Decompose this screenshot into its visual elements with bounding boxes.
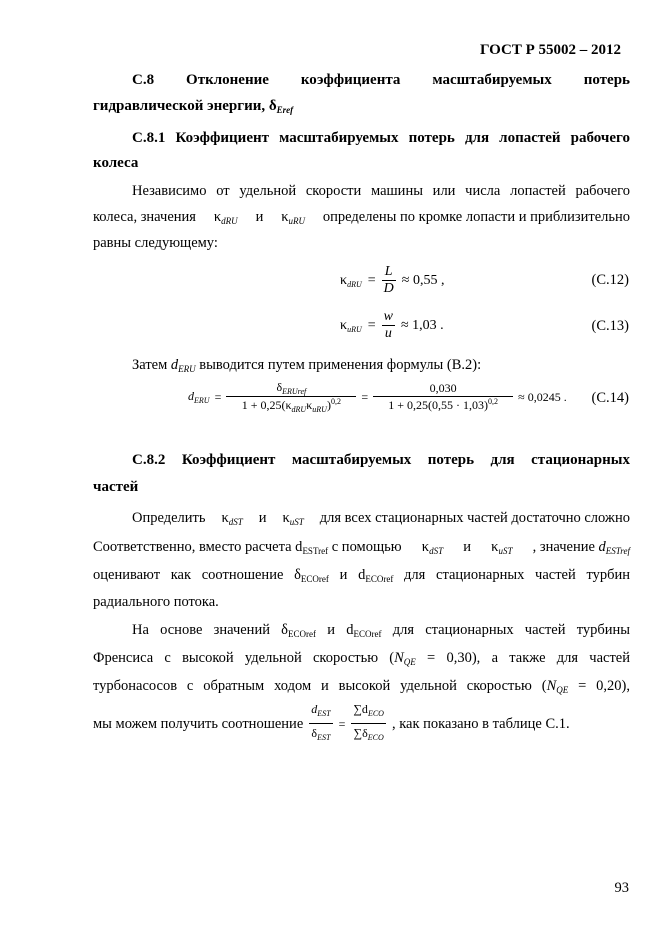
paragraph-line <box>93 538 630 560</box>
title-word: коэффициента <box>300 72 401 88</box>
numerator <box>226 380 356 397</box>
text: турбонасосов с обратным ходом и высокой удельной скоростью ( <box>93 678 547 694</box>
equation-c13 <box>340 309 444 342</box>
equals-sign: = <box>367 317 376 333</box>
variable: d <box>598 539 606 555</box>
numerator: L <box>382 264 396 281</box>
equals-sign: = <box>367 272 376 288</box>
text: оценивают как соотношение δ <box>93 567 301 583</box>
denominator: D <box>383 281 394 296</box>
sum-expression: ∑δ <box>353 726 368 740</box>
equation-number: (С.14) <box>591 390 629 406</box>
text: выводится путем применения формулы (В.2): <box>195 357 482 373</box>
paragraph-line <box>132 509 630 531</box>
subscript: ECO <box>367 733 384 742</box>
subscript: dRU <box>347 279 362 289</box>
numerator <box>309 700 332 724</box>
text: 1 + 0,25(0,55 · 1,03) <box>388 398 488 412</box>
subscript: ERU <box>178 364 196 374</box>
equals-sign: = <box>361 389 369 404</box>
kappa-subscript: dST <box>429 546 444 556</box>
title-word: потерь <box>427 452 475 468</box>
section-c82-title-line2: частей <box>93 479 139 495</box>
equation-number: (С.12) <box>591 272 629 288</box>
subscript: QE <box>556 685 569 695</box>
equation-rhs: ≈ 1,03 . <box>400 317 444 333</box>
variable: N <box>394 650 404 666</box>
subscript: ECOref <box>365 574 394 584</box>
text: и <box>463 539 471 555</box>
subscript: ESTref <box>302 546 329 556</box>
title-word: для <box>490 452 515 468</box>
text: Затем <box>132 357 171 373</box>
title-text: гидравлической энергии, δ <box>93 98 277 114</box>
text: = 0,20), <box>568 678 630 694</box>
page-number: 93 <box>614 880 629 896</box>
section-c81-title-line1 <box>132 130 630 147</box>
delta: δ <box>276 380 283 394</box>
doc-id: ГОСТ Р 55002 – 2012 <box>479 42 621 58</box>
subscript: EST <box>317 709 331 718</box>
subscript: ERUref <box>282 387 307 396</box>
title-word: С.8.2 <box>132 452 166 468</box>
fraction <box>226 380 356 414</box>
variable: d <box>170 357 179 373</box>
text: 1 + 0,25(κ <box>241 398 292 412</box>
subscript: ECOref <box>288 629 317 639</box>
text: с помощью <box>328 539 402 555</box>
kappa-subscript: uST <box>498 546 513 556</box>
paragraph-line: Независимо от удельной скорости машины или числа лопастей рабочего <box>132 183 630 199</box>
denominator <box>309 724 332 747</box>
equation-rhs: ≈ 0,0245 . <box>518 389 567 404</box>
title-word: лопастей <box>499 130 561 146</box>
text: определены по кромке лопасти и приблизительно <box>322 209 630 225</box>
lhs <box>188 389 210 405</box>
delta: δ <box>311 726 318 740</box>
text: Соответственно, вместо расчета d <box>93 539 303 555</box>
text: На основе значений δ <box>132 622 289 638</box>
subscript: dRU <box>291 405 307 414</box>
text: Определить <box>132 510 206 526</box>
subscript: ECO <box>367 709 384 718</box>
kappa-symbol: $\kappa_{dRU}$ <box>213 209 238 226</box>
kappa-subscript: uRU <box>288 216 306 226</box>
variable: N <box>546 678 557 694</box>
section-c8-title-line2 <box>93 98 293 115</box>
fraction <box>382 309 395 342</box>
text: и <box>258 510 267 526</box>
title-subscript: Eref <box>276 105 294 115</box>
section-c82-title-line1 <box>132 452 630 469</box>
title-word: Коэффициент <box>181 452 276 468</box>
title-word: Отклонение <box>186 72 269 88</box>
section-number: С.8 <box>132 72 155 88</box>
subscript: ERU <box>194 396 210 405</box>
numerator: w <box>383 309 393 324</box>
paragraph-line <box>132 356 481 378</box>
subscript: uRU <box>347 324 362 334</box>
kappa-symbol: $\kappa_{dRU}$ <box>340 272 362 289</box>
subscript: EST <box>317 733 331 742</box>
fraction <box>382 264 396 297</box>
text: и d <box>316 622 354 638</box>
subscript: ECOref <box>353 629 382 639</box>
text: мы можем получить соотношение <box>93 715 304 732</box>
text: для всех стационарных частей достаточно сложно <box>319 510 630 526</box>
ratio-fraction <box>309 700 332 747</box>
numerator: 0,030 <box>373 381 513 397</box>
subscript: QE <box>403 657 416 667</box>
kappa-subscript: dST <box>228 517 243 527</box>
title-word: для <box>464 130 490 146</box>
title-word: потерь <box>583 72 630 88</box>
text: κ <box>306 398 313 412</box>
kappa-symbol: $\kappa_{uST}$ <box>491 539 513 556</box>
kappa-symbol: $\kappa_{dST}$ <box>421 539 444 556</box>
subscript: uRU <box>312 405 327 414</box>
document-header <box>480 42 621 59</box>
title-word: масштабируемых <box>291 452 412 468</box>
paragraph-line <box>93 677 630 699</box>
title-word: потерь <box>408 130 455 146</box>
paragraph-line: равны следующему: <box>93 235 218 251</box>
title-word: стационарных <box>531 452 630 468</box>
text: , значение <box>532 539 599 555</box>
denominator: u <box>384 326 392 341</box>
exponent: 0,2 <box>488 397 498 406</box>
paragraph-line <box>93 566 630 588</box>
denominator <box>351 724 386 747</box>
text: и <box>255 209 264 225</box>
exponent: 0,2 <box>330 397 341 406</box>
equals-sign: = <box>214 389 222 404</box>
denominator <box>226 397 356 414</box>
variable: d <box>188 389 194 403</box>
title-word: масштабируемых <box>279 130 399 146</box>
sum-fraction <box>351 700 386 747</box>
numerator <box>351 700 386 724</box>
kappa-symbol: $\kappa_{uST}$ <box>282 510 304 527</box>
title-word: С.8.1 <box>132 130 166 146</box>
subscript: ECOref <box>300 574 329 584</box>
equation-rhs: ≈ 0,55 , <box>401 272 445 288</box>
paragraph-line <box>93 649 630 671</box>
text: колеса, значения <box>93 209 196 225</box>
title-word: масштабируемых <box>432 72 552 88</box>
equation-c12 <box>340 264 444 297</box>
text: Френсиса с высокой удельной скоростью ( <box>93 650 395 666</box>
kappa-symbol: $\kappa_{uRU}$ <box>281 209 306 226</box>
text: = 0,30), а также для частей <box>415 650 631 666</box>
text-group <box>93 538 402 560</box>
denominator <box>373 397 513 413</box>
kappa-symbol: $\kappa_{uRU}$ <box>340 317 362 334</box>
text: и d <box>328 567 366 583</box>
paragraph-line: радиального потока. <box>93 594 219 610</box>
equation-number: (С.13) <box>591 318 629 334</box>
sum-expression: ∑d <box>353 702 368 716</box>
kappa-symbol: $\kappa_{dST}$ <box>221 510 243 527</box>
text: для стационарных частей турбины <box>381 622 630 638</box>
text: ) <box>326 398 331 412</box>
text: , как показано в таблице С.1. <box>391 715 570 732</box>
kappa-subscript: dRU <box>221 216 238 226</box>
title-word: рабочего <box>570 130 630 146</box>
text: для стационарных частей турбин <box>393 567 630 583</box>
equals-sign: = <box>338 716 346 731</box>
fraction <box>373 381 513 413</box>
paragraph-line <box>93 208 630 230</box>
paragraph-line <box>132 621 630 643</box>
paragraph-line <box>93 700 570 747</box>
equation-c14 <box>188 380 567 414</box>
variable: d <box>311 702 318 716</box>
text-group <box>533 538 630 560</box>
section-c8-title-line1 <box>132 72 630 89</box>
subscript: ESTref <box>605 546 630 556</box>
section-c81-title-line2: колеса <box>93 155 139 171</box>
kappa-subscript: uST <box>289 517 304 527</box>
title-word: Коэффициент <box>175 130 269 146</box>
